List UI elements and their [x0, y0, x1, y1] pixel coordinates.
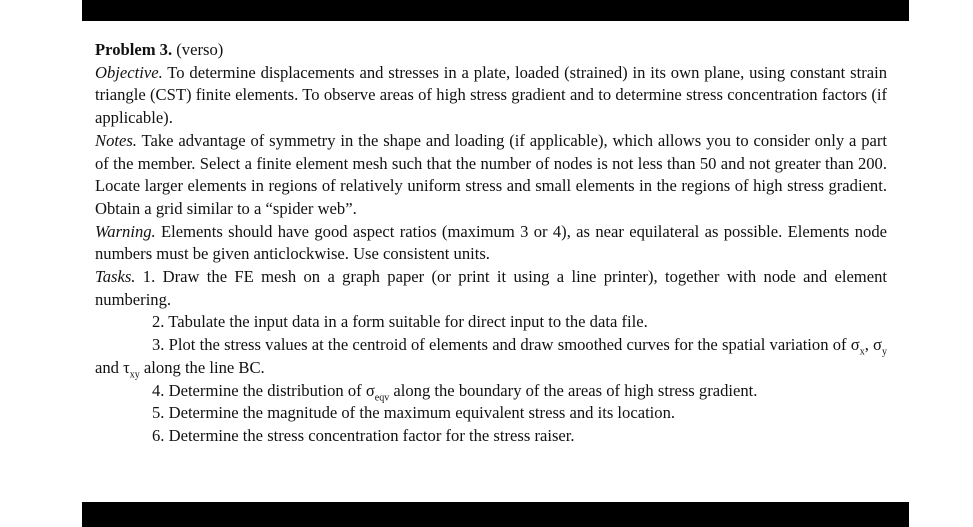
task-6: 6. Determine the stress concentration factor for the stress raiser.: [152, 425, 575, 445]
tau-xy-subscript: xy: [129, 369, 140, 381]
task-1: 1. Draw the FE mesh on a graph paper (or print it using a line printer), together with node and element numbering.: [95, 267, 887, 309]
top-black-bar: [82, 0, 909, 21]
objective-lead: Objective.: [95, 62, 163, 82]
problem-title: Problem 3.: [95, 40, 173, 59]
notes-lead: Notes.: [95, 130, 137, 150]
task-3-text-c: and τ: [95, 357, 130, 377]
task-2: 2. Tabulate the input data in a form suitable for direct input to the data file.: [152, 312, 648, 332]
task-3-text-b: , σ: [864, 335, 882, 355]
objective-text: To determine displacements and stresses in a plate, loaded (strained) in its own plane, using constant strain triangle (CST) finite elements. To observe areas of high stress gradient and to determine stress concentration factors (if applicable).: [95, 62, 887, 128]
tasks-lead: Tasks.: [95, 267, 136, 287]
tasks-paragraph: [95, 266, 887, 311]
task-3-text-a: 3. Plot the stress values at the centroid of elements and draw smoothed curves for the spatial variation of σ: [152, 335, 860, 355]
task-3: [95, 334, 887, 379]
warning-paragraph: [95, 221, 887, 266]
problem-heading: [95, 39, 887, 62]
notes-paragraph: [95, 130, 887, 221]
problem-document: [95, 39, 887, 448]
sigma-eqv-subscript: eqv: [374, 391, 390, 403]
problem-subtitle: (verso): [172, 40, 224, 59]
task-5: 5. Determine the magnitude of the maximum equivalent stress and its location.: [152, 403, 676, 423]
sigma-y-subscript: y: [882, 346, 887, 358]
warning-lead: Warning.: [95, 221, 156, 241]
bottom-black-bar: [82, 502, 909, 527]
notes-text: Take advantage of symmetry in the shape and loading (if applicable), which allows you to consider only a part of the member. Select a finite element mesh such that the number of nodes is not less than 50 and not greater than 200. Locate larger elements in regions of relatively uniform stress and small elements in the regions of high stress gradient. Obtain a grid similar to a “spider web”.: [95, 130, 887, 218]
task-4-text-b: along the boundary of the areas of high stress gradient.: [389, 380, 758, 400]
task-3-text-d: along the line BC.: [139, 357, 265, 377]
objective-paragraph: [95, 62, 887, 130]
sigma-x-subscript: x: [859, 346, 865, 358]
task-4-text-a: 4. Determine the distribution of σ: [152, 380, 375, 400]
warning-text: Elements should have good aspect ratios (maximum 3 or 4), as near equilateral as possible. Elements node numbers must be given anticlockwise. Use consistent units.: [95, 221, 887, 264]
task-4: [95, 380, 887, 403]
